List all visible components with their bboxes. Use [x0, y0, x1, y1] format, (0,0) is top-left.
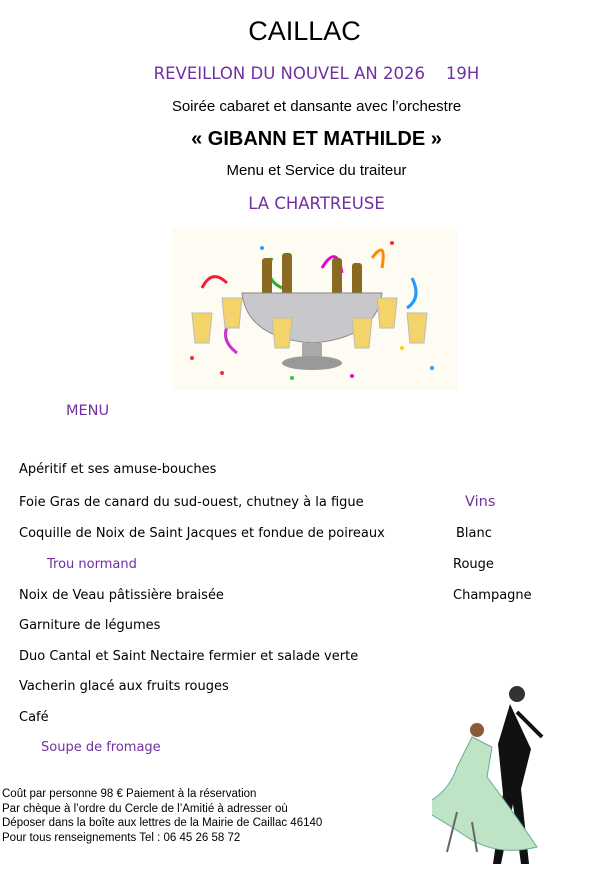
menu-item: Café [19, 710, 49, 725]
event-subtitle: Soirée cabaret et dansante avec l’orchestre [171, 98, 462, 115]
champagne-illustration [172, 228, 458, 390]
footer-info [2, 787, 322, 845]
price-line: Coût par personne 98 € Paiement à la réservation [2, 788, 257, 800]
band-name: « GIBANN ET MATHILDE » [191, 128, 442, 150]
menu-item: Soupe de fromage [41, 740, 161, 755]
event-title: REVEILLON DU NOUVEL AN 2026 19H [153, 64, 480, 83]
menu-item: Noix de Veau pâtissière braisée [19, 588, 224, 603]
menu-item: Garniture de légumes [19, 618, 161, 633]
wines-heading: Vins [465, 494, 496, 510]
menu-item: Apéritif et ses amuse-bouches [19, 462, 217, 477]
menu-heading: MENU [66, 403, 110, 419]
service-line: Menu et Service du traiteur [226, 162, 407, 179]
menu-item: Foie Gras de canard du sud-ouest, chutney à la figue [19, 495, 364, 510]
menu-item: Trou normand [47, 557, 137, 572]
wine-item: Champagne [453, 588, 532, 603]
address-line: Déposer dans la boîte aux lettres de la Mairie de Caillac 46140 [2, 817, 323, 829]
wine-item: Blanc [456, 526, 492, 541]
payment-line: Par chèque à l’ordre du Cercle de l’Amitié à adresser où [2, 802, 288, 815]
menu-item: Duo Cantal et Saint Nectaire fermier et salade verte [19, 649, 359, 664]
menu-item: Vacherin glacé aux fruits rouges [19, 679, 229, 694]
wine-item: Rouge [453, 557, 494, 572]
page-title: CAILLAC [248, 16, 361, 46]
caterer-name: LA CHARTREUSE [248, 194, 385, 213]
menu-item: Coquille de Noix de Saint Jacques et fondue de poireaux [19, 526, 385, 541]
contact-line: Pour tous renseignements Tel : 06 45 26 58 72 [2, 831, 241, 844]
dancers-illustration [432, 682, 552, 872]
